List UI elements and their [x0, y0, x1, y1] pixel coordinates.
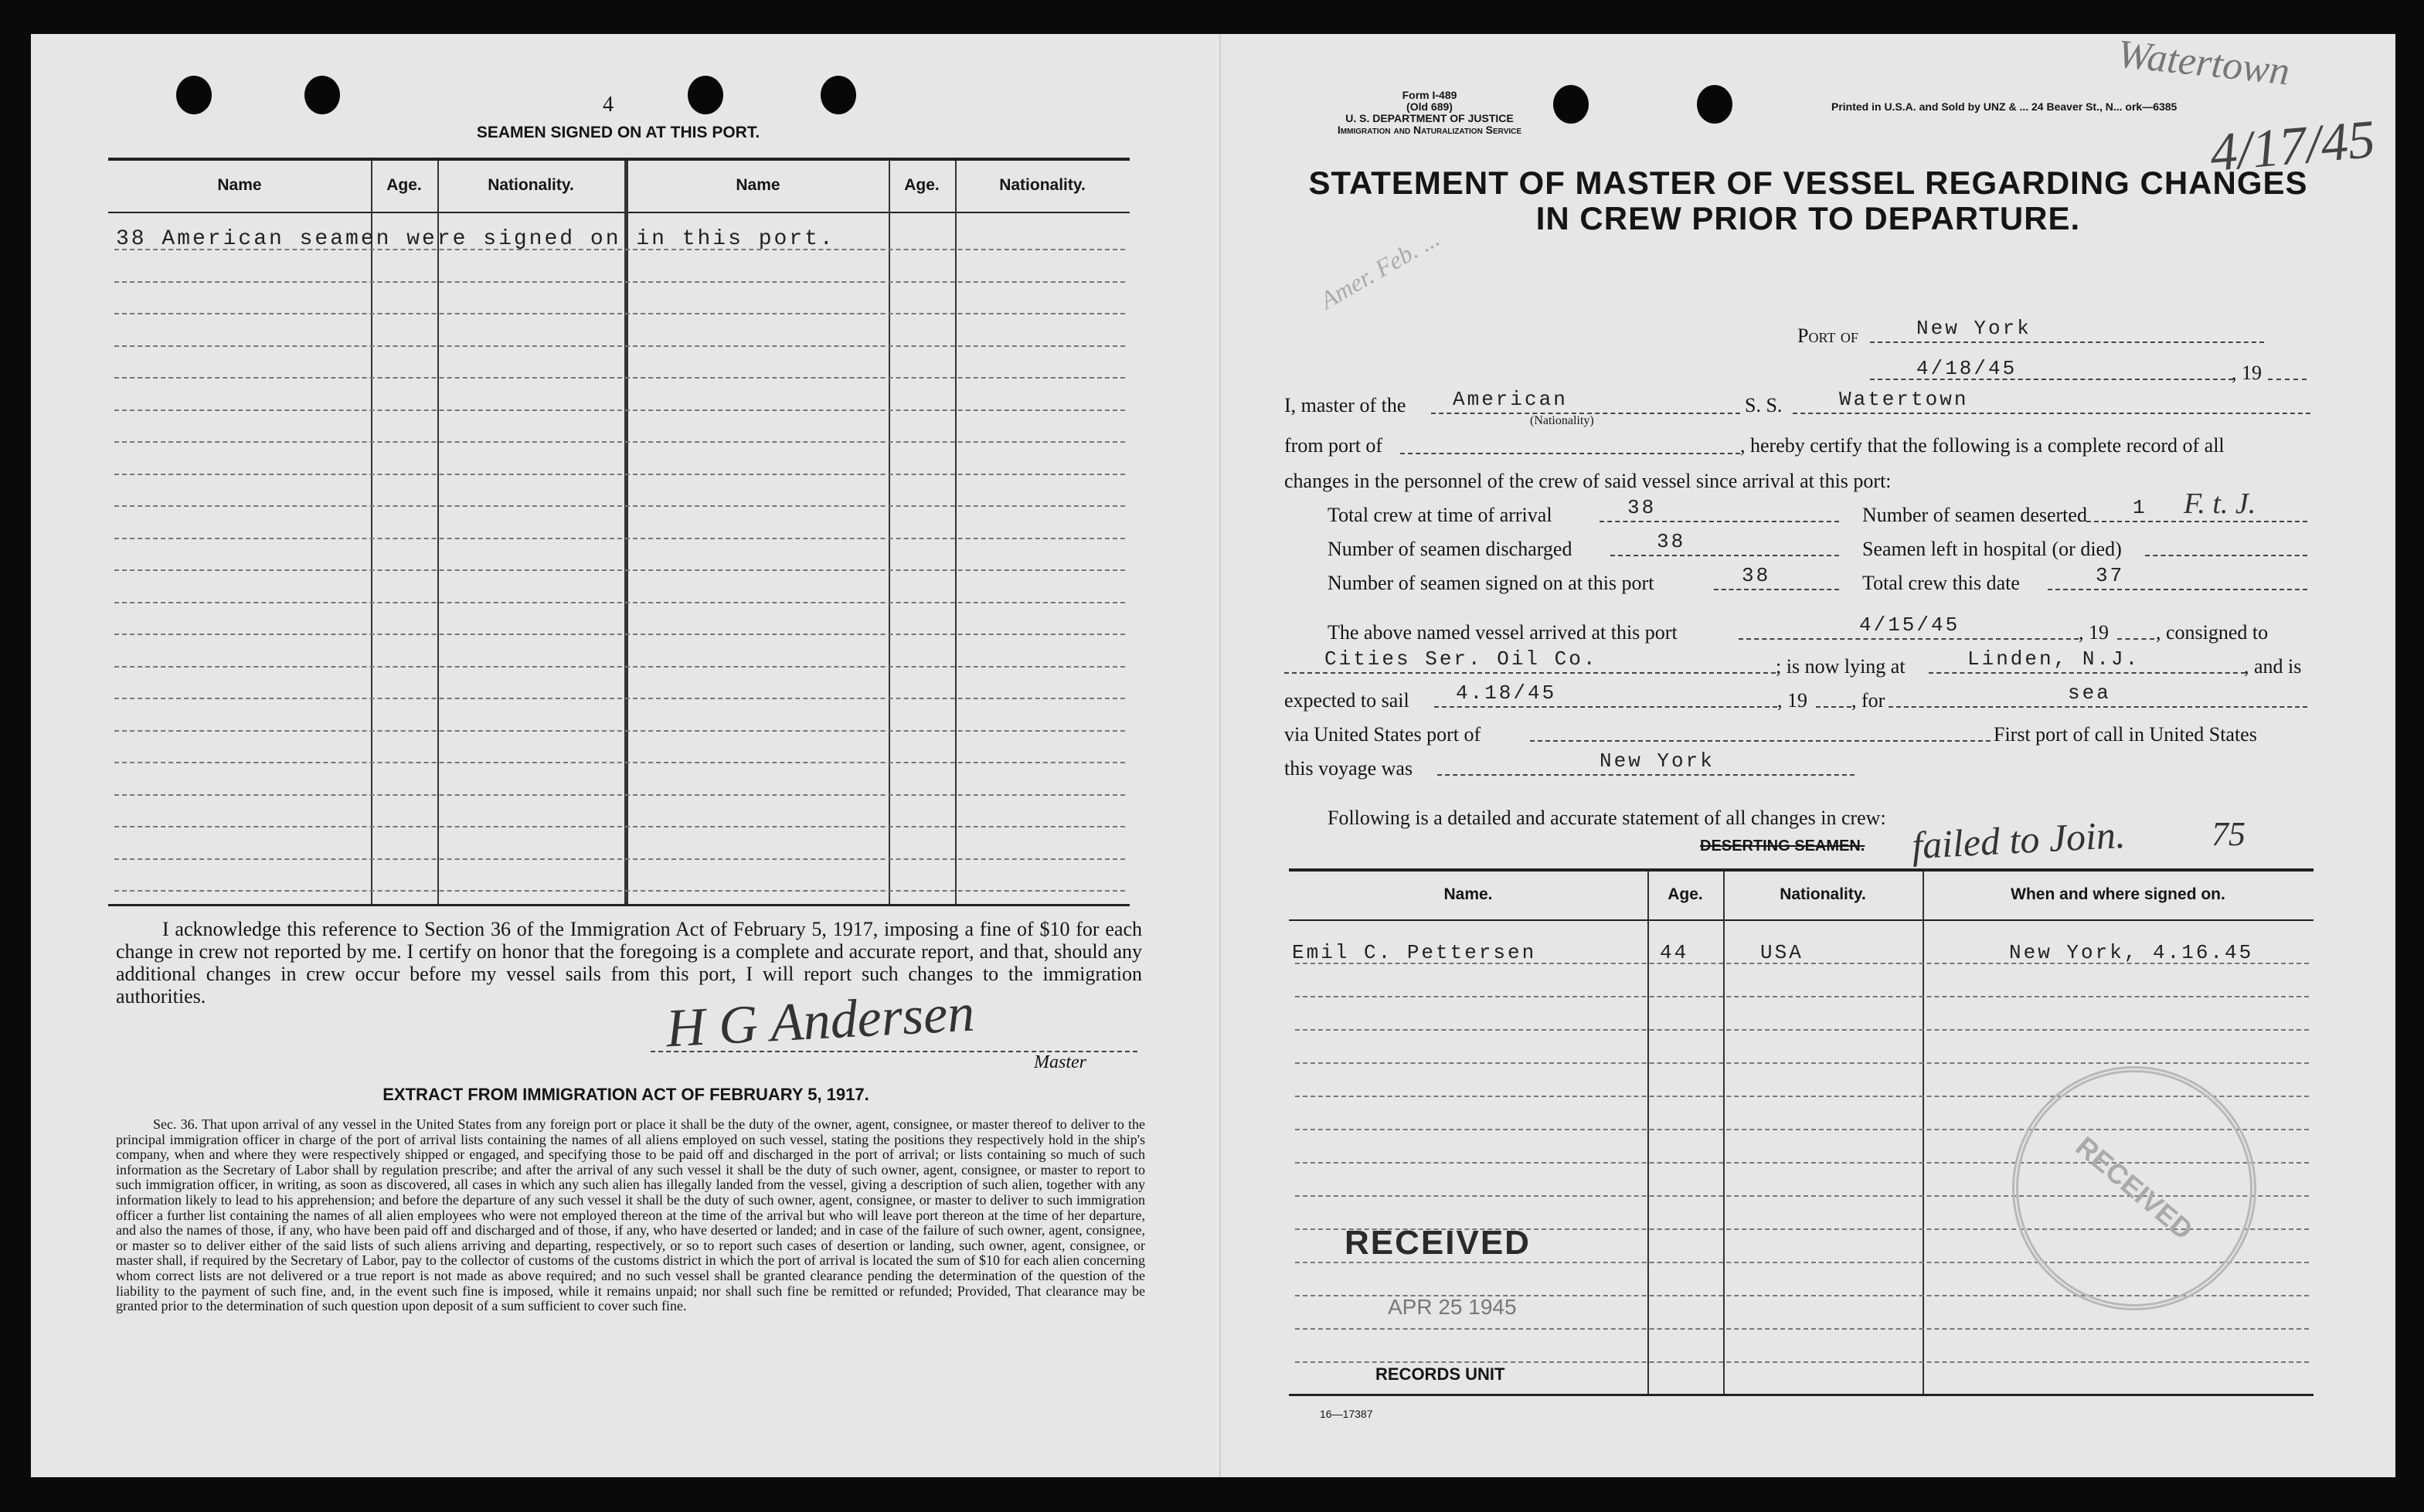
year-prefix: , 19 — [2232, 362, 2262, 384]
column-divider — [955, 161, 957, 904]
discharged-line — [1610, 555, 1839, 556]
arrived-year-line — [2117, 638, 2154, 640]
ship-name-line — [1793, 413, 2310, 414]
column-header: Name — [217, 176, 262, 194]
voyage-line — [1437, 774, 1855, 776]
via-line — [1530, 740, 1991, 742]
for-label: , for — [1851, 689, 1885, 712]
column-header: When and where signed on. — [2011, 885, 2225, 903]
column-header: Age. — [904, 176, 940, 194]
master-signature: H G Andersen — [665, 983, 976, 1059]
sail-year-prefix: , 19 — [1777, 689, 1807, 712]
left-heading: SEAMEN SIGNED ON AT THIS PORT. — [476, 124, 760, 141]
page-number: 4 — [603, 93, 614, 117]
port-line — [1870, 341, 2264, 343]
failed-to-join-note: failed to Join. — [1910, 812, 2127, 868]
row-line — [114, 249, 1125, 250]
row-line — [114, 826, 1125, 827]
punch-hole — [176, 76, 212, 114]
column-header: Name — [736, 176, 780, 194]
row-line — [114, 794, 1125, 796]
row-line — [1295, 1029, 2309, 1031]
title-line-1: STATEMENT OF MASTER OF VESSEL REGARDING CHANGES — [1308, 165, 2308, 201]
extract-text: Sec. 36. That upon arrival of any vessel in the United States from any foreign port or place it shall be the duty of the owner, agent, consignee, or master thereof to deliver to the principal immigration officer in charge of the port of arrival lists containing the names of all aliens employed on such vessel, stating the positions they respectively hold in the ship's company, when and where they were respectively shipped or engaged, and specifying those to be paid off and discharged in the port of arrival; or lists containing so much of such information as the Secretary of Labor shall by regulation prescribe; and after the arrival of any such vessel it shall be the duty of such owner, agent, consignee, or master to report to such immigration officer, in writing, as soon as discovered, all cases in which any such alien has illegally landed from the vessel, giving a description of such alien, together with any information likely to lead to his apprehension; and before the departure of any such vessel it shall be the duty of such owner, agent, consignee, or master to deliver to such immigration officer a further list containing the names of all alien employees who were not employed thereon at the time of the arrival but who will leave port thereon at the time of her departure, and also the names of those, if any, who have been paid off and discharged and of those, if any, who have deserted or landed; and in case of the failure of such owner, agent, consignee, or master so to deliver either of the said lists of such aliens arriving and departing, respectively, or so to report such cases of desertion or landing, such owner, agent, consignee, or master shall, if required by the Secretary of Labor, pay to the collector of customs of the customs district in which the port of arrival is located the sum of $10 for each alien concerning whom correct lists are not delivered or a true report is not made as above required; and no such vessel shall be granted clearance pending the determination of the question of the liability to the payment of such fine, and, in the event such fine is imposed, while it remains unpaid; nor shall such fine be remitted or refunded; Provided, That clearance may be granted prior to the determination of such question upon deposit of a sum sufficient to cover such fine. — [116, 1116, 1145, 1314]
signed-on-value: 38 — [1742, 564, 1771, 587]
following-text: Following is a detailed and accurate statement of all changes in crew: — [1328, 807, 1886, 829]
sail-value: 4.18/45 — [1456, 681, 1557, 705]
page-fold — [1219, 34, 1221, 1477]
sail-label: expected to sail — [1284, 689, 1409, 712]
column-header: Age. — [1668, 885, 1703, 903]
nationality-value: American — [1453, 388, 1568, 411]
sail-year-line — [1816, 706, 1851, 708]
received-stamp: RECEIVED — [1345, 1224, 1531, 1262]
port-value: New York — [1916, 317, 2031, 340]
row-line — [1295, 996, 2309, 997]
form-header — [1306, 90, 1553, 136]
faint-pencil-note: Amer. Feb. ... — [1315, 223, 1444, 314]
footer-code: 16—17387 — [1320, 1408, 1373, 1420]
crew-change-age: 44 — [1660, 941, 1689, 964]
acknowledgment-text: I acknowledge this reference to Section 36 of the Immigration Act of February 5, 1917, imposing a fine of $10 for each change in crew not reported by me. I certify on honor that the foregoing is a complete and accurate report, and that, should any additional changes in crew occur before my vessel sails from this port, I will report such changes to the immigration authorities. — [116, 918, 1142, 1007]
column-divider — [624, 161, 628, 904]
signed-on-line — [1714, 589, 1839, 590]
column-divider — [1647, 872, 1649, 1394]
changes-text: changes in the personnel of the crew of said vessel since arrival at this port: — [1284, 470, 1892, 492]
deserted-line — [2086, 521, 2307, 522]
total-crew-date-value: 37 — [2096, 564, 2125, 587]
consigned-to-label: , consigned to — [2156, 621, 2269, 644]
column-divider — [1723, 872, 1725, 1394]
consignee-line — [1284, 672, 1776, 674]
ss-label: S. S. — [1745, 394, 1783, 416]
row-line — [114, 602, 1125, 603]
row-line — [114, 762, 1125, 763]
deserted-label: Number of seamen deserted — [1862, 504, 2087, 526]
certify-text: , hereby certify that the following is a complete record of all — [1740, 434, 2225, 457]
column-header: Name. — [1443, 885, 1493, 903]
column-header: Nationality. — [1780, 885, 1866, 903]
crew-change-nationality: USA — [1760, 941, 1804, 964]
total-crew-arrival-label: Total crew at time of arrival — [1328, 504, 1552, 526]
row-line — [114, 441, 1125, 443]
deserting-label: DESERTING SEAMEN. — [1700, 838, 1865, 855]
round-seal-text: RECEIVED — [2069, 1130, 2199, 1246]
port-label: Port of — [1797, 324, 1858, 347]
ship-name-value: Watertown — [1839, 388, 1969, 411]
table-top-rule — [108, 158, 1130, 161]
total-crew-arrival-line — [1600, 521, 1839, 522]
master-of-label: I, master of the — [1284, 394, 1406, 416]
count-note: 75 — [2212, 815, 2246, 853]
crew-change-signed: New York, 4.16.45 — [2009, 941, 2254, 964]
column-divider — [889, 161, 890, 904]
extract-heading: EXTRACT FROM IMMIGRATION ACT OF FEBRUARY 5, 1917. — [382, 1085, 869, 1104]
discharged-value: 38 — [1657, 530, 1686, 553]
total-crew-arrival-value: 38 — [1627, 496, 1657, 519]
table-bottom-rule — [108, 904, 1130, 906]
arrived-label: The above named vessel arrived at this port — [1328, 621, 1678, 644]
service: Immigration and Naturalization Service — [1337, 124, 1522, 136]
row-line — [1295, 963, 2309, 964]
row-line — [114, 730, 1125, 732]
column-divider — [437, 161, 439, 904]
signed-on-entry: 38 American seamen were signed on in this port. — [116, 227, 835, 251]
hospital-line — [2145, 555, 2307, 556]
deserted-value: 1 — [2133, 496, 2147, 519]
row-line — [114, 666, 1125, 668]
total-crew-date-label: Total crew this date — [1862, 572, 2020, 594]
punch-hole — [821, 76, 856, 114]
header-rule — [108, 212, 1130, 213]
form-old: (Old 689) — [1406, 100, 1453, 113]
row-line — [1295, 1062, 2309, 1064]
sail-line — [1434, 706, 1777, 708]
column-divider — [1923, 872, 1924, 1394]
row-line — [114, 281, 1125, 283]
right-table-top-rule — [1289, 868, 2314, 872]
row-line — [114, 345, 1125, 347]
form-number: Form I-489 — [1402, 89, 1457, 101]
column-header: Nationality. — [488, 176, 574, 194]
from-port-line — [1400, 453, 1740, 454]
punch-hole — [1553, 85, 1589, 124]
total-crew-date-line — [2048, 589, 2307, 590]
column-header: Age. — [386, 176, 422, 194]
row-line — [114, 569, 1125, 571]
via-label: via United States port of — [1284, 723, 1481, 746]
lying-value: Linden, N.J. — [1967, 647, 2140, 671]
right-table-bottom-rule — [1289, 1394, 2314, 1396]
records-unit-stamp: RECORDS UNIT — [1375, 1364, 1505, 1384]
round-seal-stamp — [2012, 1066, 2256, 1310]
voyage-label: this voyage was — [1284, 757, 1413, 780]
punch-hole — [688, 76, 723, 114]
printer-note: Printed in U.S.A. and Sold by UNZ & ... 24 Beaver St., N... ork—6385 — [1831, 100, 2178, 113]
for-line — [1889, 706, 2307, 708]
row-line — [114, 634, 1125, 635]
hospital-label: Seamen left in hospital (or died) — [1862, 538, 2122, 560]
crew-change-name: Emil C. Pettersen — [1292, 941, 1537, 964]
annotation-ship-name: Watertown — [2115, 32, 2292, 94]
row-line — [114, 313, 1125, 314]
nationality-caption: (Nationality) — [1530, 414, 1594, 427]
department: U. S. DEPARTMENT OF JUSTICE — [1345, 112, 1514, 124]
annotation-date: 4/17/45 — [2208, 109, 2378, 184]
column-header: Nationality. — [999, 176, 1086, 194]
arrived-year-prefix: , 19 — [2079, 621, 2109, 644]
for-value: sea — [2068, 681, 2111, 705]
consignee-value: Cities Ser. Oil Co. — [1324, 647, 1598, 671]
master-label: Master — [1034, 1052, 1086, 1072]
row-line — [114, 698, 1125, 699]
and-is-label: , and is — [2244, 655, 2302, 678]
year-line — [2268, 379, 2307, 380]
row-line — [114, 505, 1125, 507]
lying-line — [1929, 672, 2246, 674]
from-port-label: from port of — [1284, 434, 1383, 457]
row-line — [114, 377, 1125, 379]
punch-hole — [304, 76, 340, 114]
row-line — [114, 858, 1125, 860]
column-divider — [371, 161, 372, 904]
row-line — [114, 474, 1125, 475]
received-stamp-date: APR 25 1945 — [1388, 1295, 1517, 1319]
title-line-2: IN CREW PRIOR TO DEPARTURE. — [1535, 200, 2081, 236]
first-port-label: First port of call in United States — [1994, 723, 2257, 746]
row-line — [114, 538, 1125, 539]
row-line — [1295, 1328, 2309, 1330]
row-line — [1295, 1361, 2309, 1363]
punch-hole — [1697, 85, 1732, 124]
arrived-line — [1739, 638, 2079, 640]
discharged-label: Number of seamen discharged — [1328, 538, 1572, 560]
row-line — [114, 409, 1125, 411]
arrived-value: 4/15/45 — [1859, 613, 1960, 637]
voyage-value: New York — [1600, 749, 1715, 773]
signed-on-label: Number of seamen signed on at this port — [1328, 572, 1654, 594]
date-value: 4/18/45 — [1916, 357, 2018, 380]
deserted-note: F. t. J. — [2184, 488, 2256, 520]
right-header-rule — [1289, 919, 2314, 921]
lying-label: ; is now lying at — [1776, 655, 1906, 678]
row-line — [114, 890, 1125, 892]
